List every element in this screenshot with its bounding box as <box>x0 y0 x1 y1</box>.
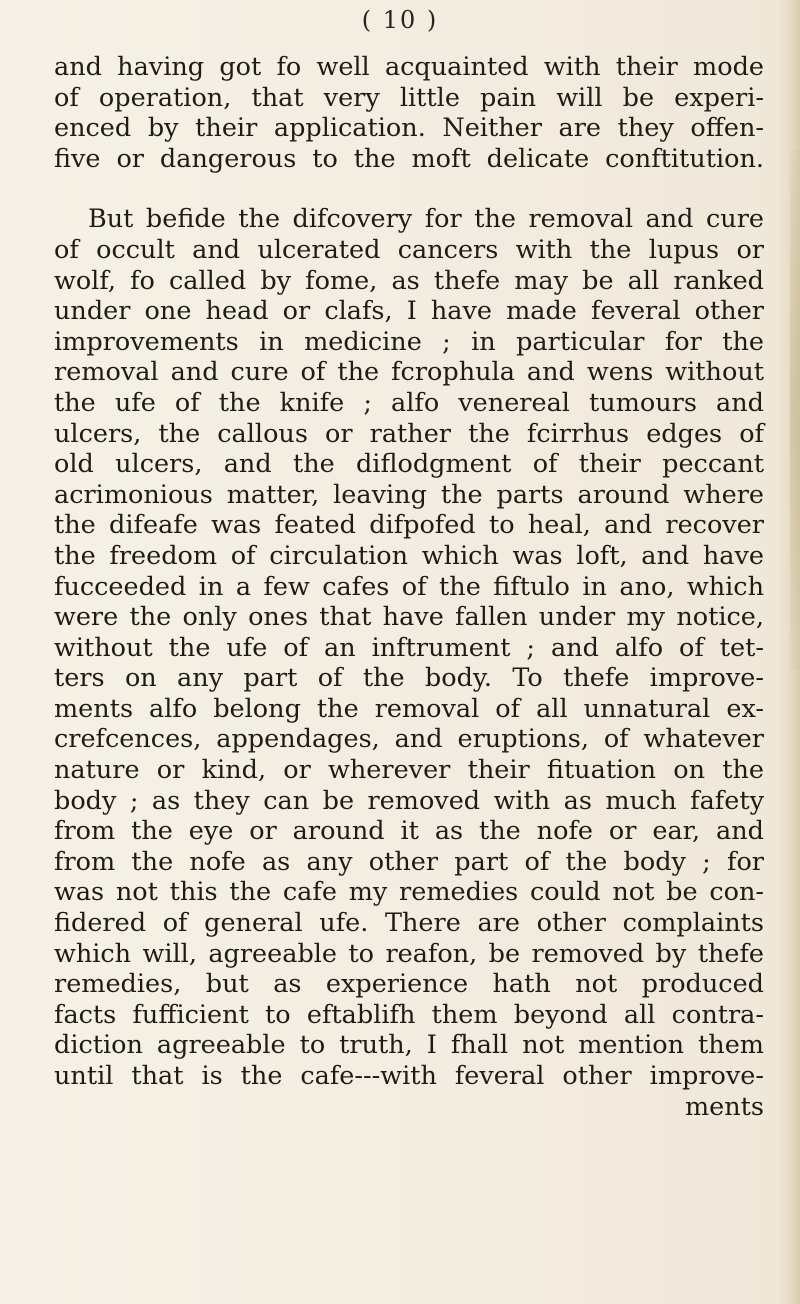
text-line: facts fufficient to eftablifh them beyond all contra- <box>54 999 764 1030</box>
paragraph-1 <box>54 52 764 174</box>
text-line: was not this the cafe my remedies could not be con- <box>54 877 764 908</box>
text-line: without the ufe of an inftrument ; and alfo of tet- <box>54 632 764 663</box>
text-line: of occult and ulcerated cancers with the lupus or <box>54 234 764 265</box>
text-line: nature or kind, or wherever their fituation on the <box>54 755 764 786</box>
text-line: five or dangerous to the moft delicate conftitution. <box>54 143 764 174</box>
text-line: and having got fo well acquainted with their mode <box>54 52 764 82</box>
text-line: fidered of general ufe. There are other complaints <box>54 908 764 939</box>
text-line: removal and cure of the fcrophula and wens without <box>54 357 764 388</box>
text-line: until that is the cafe---with feveral other improve- <box>54 1061 764 1091</box>
text-line: of operation, that very little pain will be experi- <box>54 82 764 113</box>
page-number: ( 10 ) <box>361 6 439 34</box>
text-line: were the only ones that have fallen under my notice, <box>54 602 764 633</box>
text-line: improvements in medicine ; in particular for the <box>54 326 764 357</box>
text-line: old ulcers, and the diflodgment of their peccant <box>54 449 764 480</box>
text-line: wolf, fo called by fome, as thefe may be all ranked <box>54 265 764 296</box>
text-line: from the eye or around it as the nofe or ear, and <box>54 816 764 847</box>
catchword: ments <box>684 1091 764 1122</box>
text-line: under one head or clafs, I have made feveral other <box>54 296 764 327</box>
paragraph-2 <box>54 204 764 1122</box>
text-line: ters on any part of the body. To thefe improve- <box>54 663 764 694</box>
text-line: acrimonious matter, leaving the parts around where <box>54 479 764 510</box>
text-line: from the nofe as any other part of the body ; for <box>54 846 764 877</box>
text-line: ulcers, the callous or rather the fcirrhus edges of <box>54 418 764 449</box>
text-line: which will, agreeable to reafon, be removed by thefe <box>54 938 764 969</box>
text-line: the difeafe was feated difpofed to heal, and recover <box>54 510 764 541</box>
text-line: the ufe of the knife ; alfo venereal tumours and <box>54 387 764 418</box>
paragraph-gap <box>54 174 764 204</box>
text-line: ments alfo belong the removal of all unnatural ex- <box>54 693 764 724</box>
text-line: fucceeded in a few cafes of the fiftulo in ano, which <box>54 571 764 602</box>
text-line: body ; as they can be removed with as much fafety <box>54 785 764 816</box>
page-edge-stain <box>790 150 800 670</box>
text-line: remedies, but as experience hath not produced <box>54 969 764 1000</box>
text-line: the freedom of circulation which was loft, and have <box>54 540 764 571</box>
text-line: enced by their application. Neither are they offen- <box>54 113 764 144</box>
text-line: crefcences, appendages, and eruptions, of whatever <box>54 724 764 755</box>
text-line: But befide the difcovery for the removal and cure <box>88 204 764 235</box>
text-line: diction agreeable to truth, I fhall not mention them <box>54 1030 764 1061</box>
body-text <box>54 52 764 1122</box>
